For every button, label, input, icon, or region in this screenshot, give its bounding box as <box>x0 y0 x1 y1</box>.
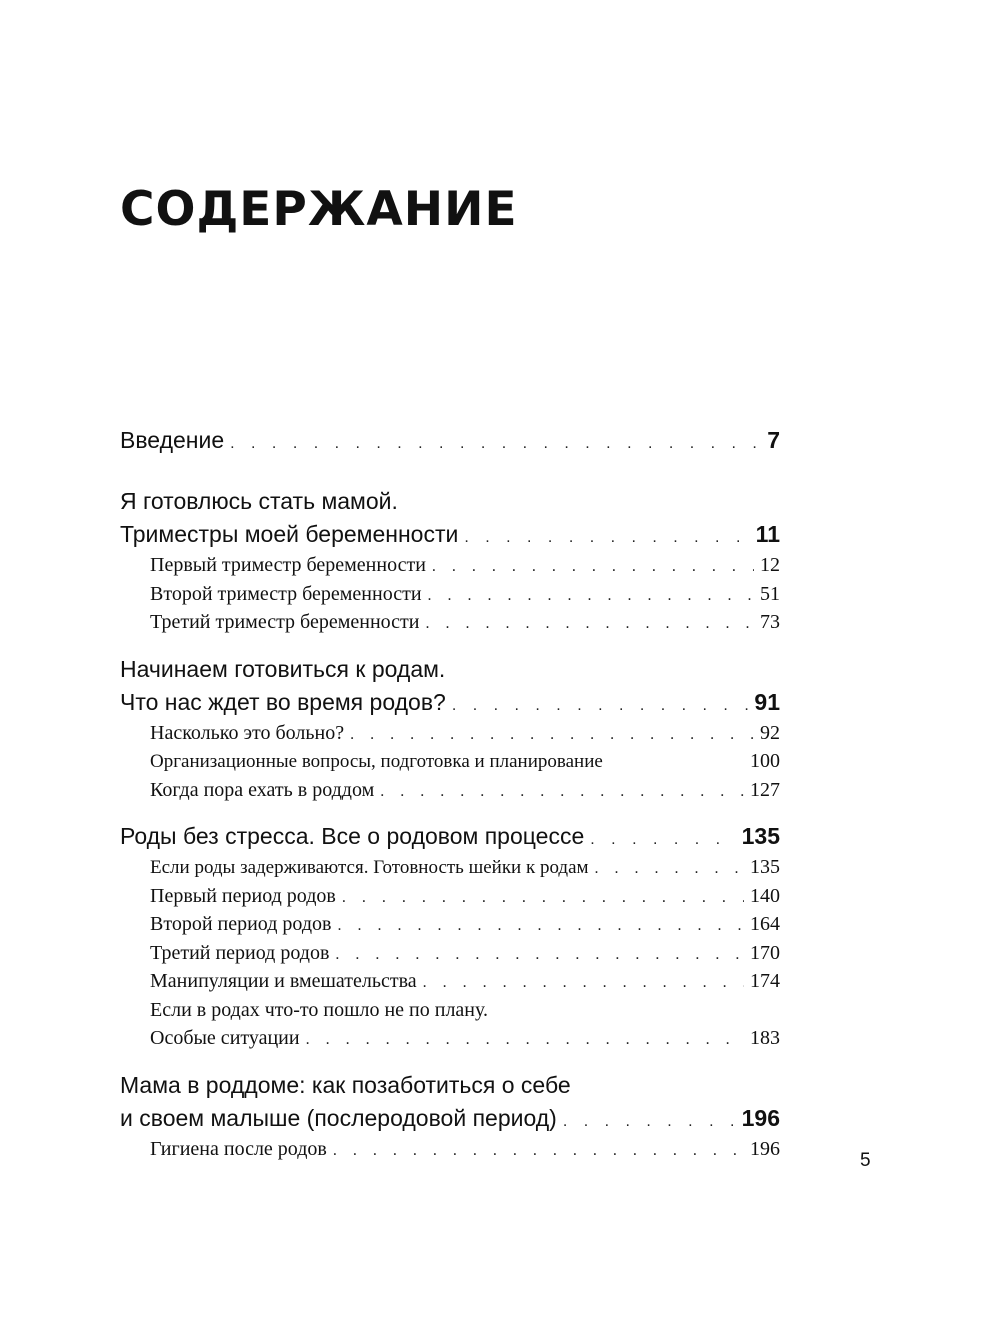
dot-leader <box>452 689 749 722</box>
dot-leader <box>342 884 744 913</box>
dot-leader <box>333 1137 744 1166</box>
toc-subentry[interactable] <box>120 551 780 580</box>
toc-subentry-label: Первый триместр беременности <box>150 554 426 576</box>
toc-section-title: Начинаем готовиться к родам. <box>120 655 446 682</box>
toc-page-number: 196 <box>750 1137 780 1160</box>
toc-section-title: Роды без стресса. Все о родовом процессе <box>120 823 585 849</box>
dot-leader <box>335 941 744 970</box>
toc-section-heading-line[interactable] <box>120 686 780 719</box>
toc-page-number: 174 <box>750 970 780 992</box>
toc-subentry[interactable] <box>120 1135 780 1164</box>
toc-subentry-label: Первый период родов <box>150 884 336 907</box>
toc-subentry-label: Особые ситуации <box>150 1027 300 1049</box>
toc-subentry-label: Второй триместр беременности <box>150 582 422 605</box>
toc-entry-label: Введение <box>120 427 225 453</box>
toc-section <box>120 485 780 637</box>
dot-leader <box>337 912 744 941</box>
toc-page-number: 11 <box>755 521 780 547</box>
toc-subentry-label: Организационные вопросы, подготовка и планирование <box>150 751 603 772</box>
toc-page-number: 140 <box>750 884 780 907</box>
toc-page-number: 7 <box>767 427 780 453</box>
toc-page-number: 183 <box>750 1027 780 1049</box>
dot-leader <box>464 521 749 554</box>
toc-section <box>120 653 780 805</box>
toc-subentry-label: Насколько это больно? <box>150 721 345 744</box>
toc-subentry[interactable] <box>120 939 780 968</box>
toc-subentry-label: Когда пора ехать в роддом <box>150 778 375 801</box>
toc-page-number: 91 <box>754 688 780 715</box>
table-of-contents <box>120 424 780 1179</box>
toc-subentry[interactable] <box>120 580 780 609</box>
toc-subentry[interactable] <box>120 853 780 882</box>
toc-page-number: 100 <box>750 750 780 772</box>
toc-subentry[interactable] <box>120 719 780 748</box>
toc-page-number: 135 <box>750 856 780 878</box>
toc-page-number: 73 <box>760 611 780 633</box>
dot-leader <box>428 582 754 611</box>
toc-subentry[interactable] <box>120 747 780 776</box>
dot-leader <box>595 855 744 884</box>
toc-subentry[interactable] <box>120 1024 780 1053</box>
toc-section <box>120 1069 780 1164</box>
toc-subentry-label: Если в родах что-то пошло не по плану. <box>150 998 488 1021</box>
toc-subentry-label: Если роды задерживаются. Готовность шейки к родам <box>150 857 589 878</box>
toc-section-heading-line[interactable] <box>120 518 780 551</box>
toc-subentry-label: Второй период родов <box>150 913 332 935</box>
toc-section <box>120 820 780 1053</box>
dot-leader <box>563 1105 736 1138</box>
dot-leader <box>306 1026 744 1055</box>
toc-subentry[interactable] <box>120 608 780 637</box>
toc-subentry-label: Третий триместр беременности <box>150 611 420 633</box>
toc-subentry-label: Гигиена после родов <box>150 1137 327 1160</box>
dot-leader <box>423 969 744 998</box>
dot-leader <box>350 721 754 750</box>
toc-section-heading-line[interactable] <box>120 485 780 518</box>
dot-leader <box>432 553 754 582</box>
dot-leader <box>380 778 744 807</box>
toc-entry-intro[interactable] <box>120 424 780 457</box>
toc-page-number: 12 <box>760 554 780 576</box>
toc-subentry[interactable] <box>120 882 780 911</box>
page-number: 5 <box>860 1150 871 1171</box>
dot-leader <box>425 610 754 639</box>
toc-page-number: 92 <box>760 721 780 744</box>
toc-page-number: 51 <box>760 582 780 605</box>
toc-page-number: 135 <box>741 823 780 849</box>
toc-page-number: 170 <box>750 941 780 964</box>
page-title: СОДЕРЖАНИЕ <box>120 182 518 237</box>
dot-leader <box>590 823 735 856</box>
toc-section-title: Что нас ждет во время родов? <box>120 688 446 715</box>
toc-section-heading-line[interactable] <box>120 653 780 686</box>
toc-section-heading-line[interactable] <box>120 820 780 853</box>
toc-subentry[interactable] <box>120 910 780 939</box>
toc-subentry[interactable] <box>120 967 780 996</box>
toc-page-number: 164 <box>750 913 780 935</box>
toc-subentry-first-line[interactable] <box>120 996 780 1025</box>
toc-subentry[interactable] <box>120 776 780 805</box>
toc-subentry-label: Третий период родов <box>150 941 330 964</box>
toc-section-title: Мама в роддоме: как позаботиться о себе <box>120 1071 571 1098</box>
toc-section-title: Триместры моей беременности <box>120 521 459 547</box>
toc-section-title: Я готовлюсь стать мамой. <box>120 488 398 514</box>
toc-section-title: и своем малыше (послеродовой период) <box>120 1104 557 1131</box>
toc-page-number: 196 <box>741 1104 780 1131</box>
toc-page-number: 127 <box>750 778 780 801</box>
dot-leader <box>230 427 761 460</box>
toc-section-heading-line[interactable] <box>120 1069 780 1102</box>
toc-subentry-label: Манипуляции и вмешательства <box>150 970 417 992</box>
toc-section-heading-line[interactable] <box>120 1102 780 1135</box>
